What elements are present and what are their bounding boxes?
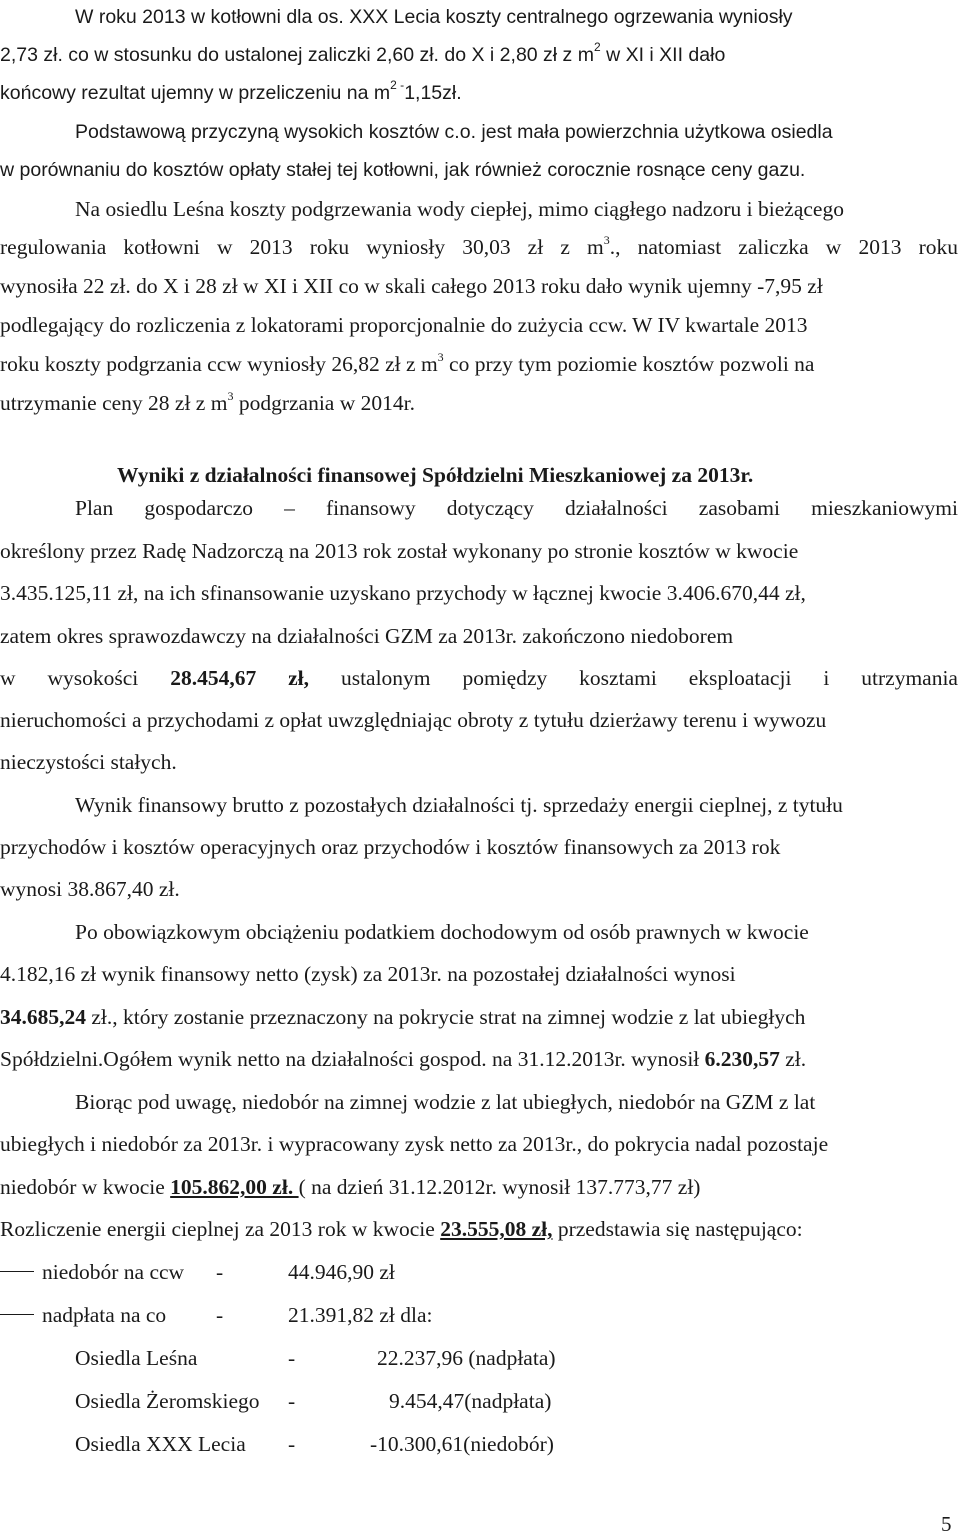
net-profit-amount: 34.685,24 [0,1005,86,1029]
dash-bullet [0,1271,34,1272]
p1-line-2 [0,42,725,68]
p5-line-4-text-end: zł. [779,1047,807,1071]
sublist-item-value: 9.454,47(nadpłata) [389,1389,552,1413]
superscript: 2 - [390,78,405,92]
p1-line-2-text: 2,73 zł. co w stosunku do ustalonej zaliczki 2,60 zł. do X i 2,80 zł z m [0,44,594,66]
remaining-shortfall-amount: 105.862,00 zł. [170,1175,299,1199]
total-net-result-amount: 6.230,57 [704,1047,780,1071]
p2-line-5-text-end: co przy tym poziomie kosztów pozwoli na [443,352,815,376]
list-item-value: 44.946,90 zł [288,1260,395,1284]
p3-line-2: określony przez Radę Nadzorczą na 2013 rok został wykonany po stronie kosztów w kwocie [0,539,799,563]
p1-line-2-text-end: w XI i XII dało [600,44,726,66]
p6-line-3 [0,1174,700,1200]
list-item [0,1302,166,1328]
sublist-item-sep: - [288,1432,296,1456]
list-item [0,1259,184,1285]
sublist-item-label: Osiedla Leśna [75,1346,198,1370]
heating-settlement-amount: 23.555,08 zł, [440,1217,553,1241]
p3-line-5 [0,665,958,691]
p7-line-1-text-end: przedstawia się następująco: [552,1217,803,1241]
p5-line-2: 4.182,16 zł wynik finansowy netto (zysk) za 2013r. na pozostałej działalności wynosi [0,962,736,986]
superscript: 3 [437,350,444,364]
p3-line-5-text: w wysokości [0,666,171,690]
p2-line-1: Na osiedlu Leśna koszty podgrzewania wody ciepłej, mimo ciągłego nadzoru i bieżącego [75,197,844,221]
sublist-item-label: Osiedla XXX Lecia [75,1432,246,1456]
p3-line-5-text-end: ustalonym pomiędzy kosztami eksploatacji i utrzymania [309,666,958,690]
sublist-item-sep: - [288,1346,296,1370]
p5-line-1: Po obowiązkowym obciążeniu podatkiem dochodowym od osób prawnych w kwocie [75,920,809,944]
p2-line-6-text: utrzymanie ceny 28 zł z m [0,391,228,415]
list-item-sep: - [216,1260,224,1284]
p1-line-4: Podstawową przyczyną wysokich kosztów c.o. jest mała powierzchnia użytkowa osiedla [75,121,833,143]
p6-line-2: ubiegłych i niedobór za 2013r. i wypracowany zysk netto za 2013r., do pokrycia nadal pozostaje [0,1132,829,1156]
p1-line-5: w porównaniu do kosztów opłaty stałej tej kotłowni, jak również corocznie rosnące ceny gazu. [0,159,806,181]
p6-line-1: Biorąc pod uwagę, niedobór na zimnej wodzie z lat ubiegłych, niedobór na GZM z lat [75,1090,816,1114]
p2-line-2-text: regulowania kotłowni w 2013 roku wyniosły 30,03 zł z m [0,235,604,259]
list-item-value: 21.391,82 zł dla: [288,1303,433,1327]
p2-line-2 [0,234,958,260]
section-heading: Wyniki z działalności finansowej Spółdzielni Mieszkaniowej za 2013r. [117,463,754,487]
p6-line-3-text-end: ( na dzień 31.12.2012r. wynosił 137.773,77 zł) [298,1175,701,1199]
shortfall-amount: 28.454,67 zł, [170,666,310,690]
p5-line-3 [0,1004,805,1030]
superscript: 3 [227,389,234,403]
p5-line-4 [0,1046,806,1072]
p3-line-7: nieczystości stałych. [0,750,177,774]
sublist-item-sep: - [288,1389,296,1413]
dash-bullet [0,1314,34,1315]
p6-line-3-text: niedobór w kwocie [0,1175,171,1199]
sublist-item-value: -10.300,61(niedobór) [370,1432,554,1456]
p5-line-3-text: zł., który zostanie przeznaczony na pokrycie strat na zimnej wodzie z lat ubiegłych [86,1005,806,1029]
p3-line-4: zatem okres sprawozdawczy na działalności GZM za 2013r. zakończono niedoborem [0,624,734,648]
p2-line-5-text: roku koszty podgrzania ccw wyniosły 26,82 zł z m [0,352,438,376]
p7-line-1 [0,1216,803,1242]
p2-line-6-text-end: podgrzania w 2014r. [233,391,415,415]
list-item-sep: - [216,1303,224,1327]
p1-line-3-text: końcowy rezultat ujemny w przeliczeniu na m [0,82,391,104]
p1-line-3 [0,80,462,106]
p3-line-3: 3.435.125,11 zł, na ich sfinansowanie uzyskano przychody w łącznej kwocie 3.406.670,44 zł, [0,581,806,605]
sublist-item-value: 22.237,96 (nadpłata) [377,1346,556,1370]
p3-line-6: nieruchomości a przychodami z opłat uwzględniając obroty z tytułu dzierżawy terenu i wywozu [0,708,827,732]
sublist-item-label: Osiedla Żeromskiego [75,1389,260,1413]
p2-line-2-text-end: ., natomiast zaliczka w 2013 roku [609,235,958,259]
p2-line-6 [0,390,415,416]
p2-line-3: wynosiła 22 zł. do X i 28 zł w XI i XII co w skali całego 2013 roku dało wynik ujemny -7,95 zł [0,274,823,298]
list-item-label: nadpłata na co [42,1303,167,1327]
p5-line-4-text: Spółdzielni.Ogółem wynik netto na działalności gospod. na 31.12.2013r. wynosił [0,1047,705,1071]
p3-line-1: Plan gospodarczo – finansowy dotyczący działalności zasobami mieszkaniowymi [75,496,958,520]
p2-line-5 [0,351,814,377]
list-item-label: niedobór na ccw [42,1260,185,1284]
p4-line-3: wynosi 38.867,40 zł. [0,877,180,901]
p7-line-1-text: Rozliczenie energii cieplnej za 2013 rok w kwocie [0,1217,441,1241]
p1-line-3-text-end: 1,15zł. [404,82,462,104]
superscript: 3 [603,233,610,247]
p2-line-4: podlegający do rozliczenia z lokatorami proporcjonalnie do zużycia ccw. W IV kwartale 2013 [0,313,808,337]
p4-line-1: Wynik finansowy brutto z pozostałych działalności tj. sprzedaży energii cieplnej, z tytułu [75,793,843,817]
superscript: 2 [593,40,601,54]
p4-line-2: przychodów i kosztów operacyjnych oraz przychodów i kosztów finansowych za 2013 rok [0,835,781,859]
page-number: 5 [941,1512,952,1536]
p1-line-1: W roku 2013 w kotłowni dla os. XXX Lecia koszty centralnego ogrzewania wyniosły [75,6,793,28]
